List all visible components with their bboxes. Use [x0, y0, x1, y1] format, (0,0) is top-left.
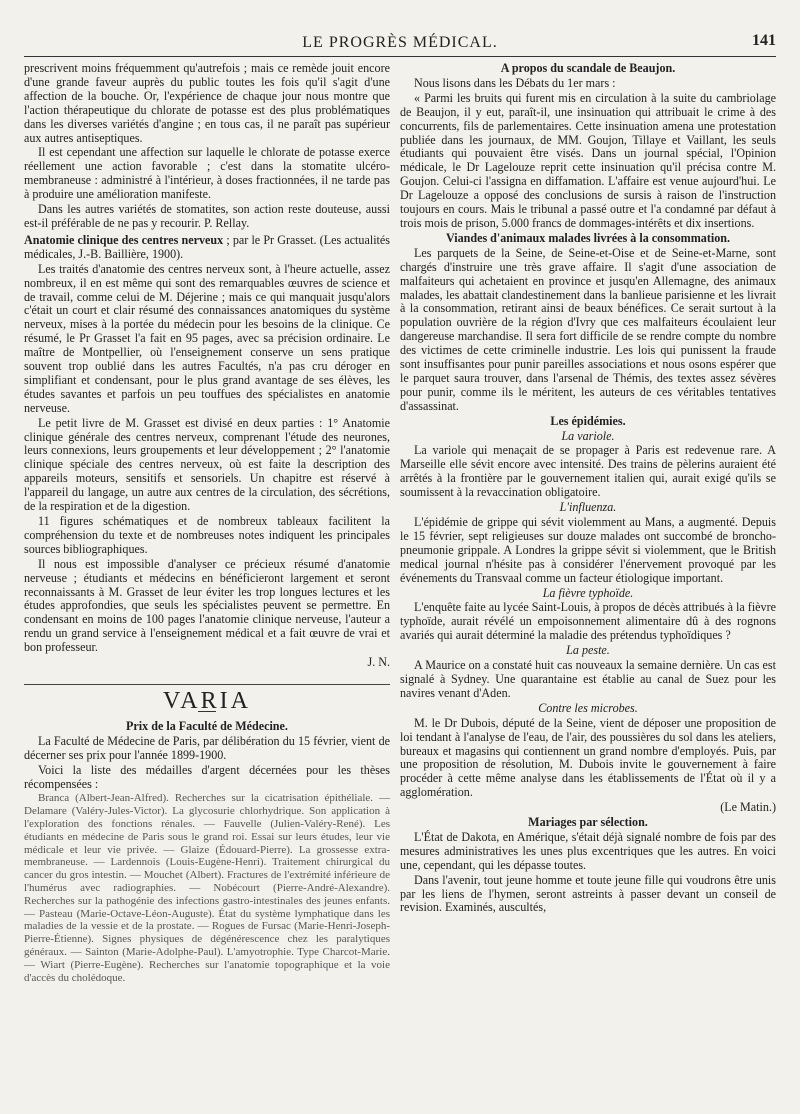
- subsection-heading: La fièvre typhoïde.: [542, 585, 634, 600]
- journal-title: LE PROGRÈS MÉDICAL.: [302, 34, 498, 51]
- paragraph-text: Dans les autres variétés de stomatites, son action reste douteuse, aussi est-il préférable de ne pas y recourir.: [24, 202, 390, 230]
- review-title: Anatomie clinique des centres nerveux: [24, 232, 224, 247]
- review-heading: [24, 234, 390, 262]
- paragraph: M. le Dr Dubois, député de la Seine, vient de déposer une proposition de loi tendant à l'analyse de l'eau, de l'air, des poussières du sol dans les ateliers, bureaux et magasins qui contiennent un grand nombre d'employés. Puis, par une proposition de résolution, M. Dubois invite le gouvernement à faire procéder à cette même analyse dans les établissements de l'État où il y a agglomération.: [400, 715, 776, 800]
- paragraph: A Maurice on a constaté huit cas nouveaux la semaine dernière. Un cas est signalé à Sydney. Une quarantaine est établie au canal de Suez pour les navires venant d'Aden.: [400, 658, 776, 700]
- paragraph: La variole qui menaçait de se propager à Paris est redevenue rare. A Marseille elle sévit encore avec intensité. Des trains de pèlerins auraient été arrêtés à la frontière par le gouvernement italien qui, aurait exigé qu'ils se soumissent à la revaccination obligatoire.: [400, 443, 776, 500]
- paragraph: Les parquets de la Seine, de Seine-et-Oise et de Seine-et-Marne, sont chargés d'instruire une très grave affaire. Il s'agit d'une association de malfaiteurs qui achetaient en province et jusqu'en Allemagne, des animaux malades, les abattait clandestinement dans la banlieue parisienne et les livrait à la consommation, retirant ainsi de beaux bénéfices. Ce serait surtout à la population ouvrière de la région d'Ivry que ces malfaiteurs écoulaient leur dangereuse marchandise. Il sera fort difficile de se rendre compte du nombre des victimes de cette criminelle industrie. Les lois qui punissent la fraude sont insuffisantes pour punir pareilles associations et nous osons espérer que le parquet saura trouver, dans l'arsenal de Thémis, des textes assez sévères pour punir, comme ils le méritent, les auteurs de ces véritables tentatives d'assassinat.: [400, 245, 776, 413]
- subsection-heading: Contre les microbes.: [538, 700, 638, 715]
- paragraph: L'enquête faite au lycée Saint-Louis, à propos de décès attribués à la fièvre typhoïde, aurait révélé un empoisonnement alimentaire dû à des rognons avariés qui aurait déterminé la maladie des prétendus typhoïdiques ?: [400, 600, 776, 643]
- section-heading: Mariages par sélection.: [528, 815, 648, 830]
- paragraph: « Parmi les bruits qui furent mis en circulation à la suite du cambriolage de Beaujon, il y eut, paraît-il, une insinuation qui attribuait le crime à des concurrents, fils de parlementaires. Cette insinuation amena une protestation publiée dans les journaux, de MM. Goujon, Tillaye et Vaillant, les seuls étudiants qui pouvaient être visés. Dans un journal spécial, l'Opinion médicale, le Dr Lagelouze reprit cette insinuation qu'il précisa contre M. Goujon. Celui-ci l'assigna en diffamation. L'affaire est venue aujourd'hui. Le Dr Lagelouze a opposé des conclusions de sursis à raison de l'instruction toujours en cours. Mais le tribunal a passé outre et l'a condamné par défaut à trois mois de prison, 5.000 francs de dommages-intérêts et dix insertions.: [400, 90, 776, 230]
- section-title-varia: VARIA: [24, 684, 390, 709]
- right-column: [400, 62, 776, 916]
- subsection-heading: L'influenza.: [559, 500, 617, 515]
- page-header: [24, 30, 776, 57]
- paragraph: prescrivent moins fréquemment qu'autrefois ; mais ce remède jouit encore d'une grande faveur auprès du public toutes les fois qu'il s'agit d'une affection de la bouche. Or, l'expérience de chaque jour nous montre que l'action thérapeutique du chlorate de potasse est des plus problématiques dans les diverses variétés d'angine ; en tous cas, il ne paraît pas supérieur aux autres antiseptiques.: [24, 61, 390, 145]
- section-heading: A propos du scandale de Beaujon.: [500, 61, 676, 75]
- page-number: 141: [752, 32, 776, 49]
- paragraph: Dans l'avenir, tout jeune homme et toute jeune fille qui voudrons être unis par les liens de l'hymen, seront astreints à passer devant un conseil de revision. Examinés, auscultés,: [400, 872, 776, 915]
- paragraph: 11 figures schématiques et de nombreux tableaux facilitent la compréhension du texte et de nombreuses notes indiquent les principales sources bibliographiques.: [24, 514, 390, 556]
- paragraph: [24, 203, 390, 231]
- source-note: (Le Matin.): [720, 800, 776, 815]
- subsection-heading: La variole.: [561, 428, 615, 443]
- section-heading: Viandes d'animaux malades livrées à la consommation.: [445, 230, 731, 245]
- paragraph: Le petit livre de M. Grasset est divisé en deux parties : 1° Anatomie clinique générale des centres nerveux, comprenant l'étude des neurones, leurs connexions, leurs groupements et leur développement ; 2° l'anatomie clinique spéciale des centres nerveux, où est faite la description des appareils moteurs, sensitifs et sensoriels. Un chapitre est réservé à l'appareil du langage, un autre aux centres de la circulation, des sécrétions, de la respiration et de la digestion.: [24, 415, 390, 514]
- review-meta: ; par le Pr Grasset. (Les actualités médicales, J.-B. Baillière, 1900).: [24, 232, 390, 261]
- paragraph: Il est cependant une affection sur laquelle le chlorate de potasse exerce réellement une action favorable ; c'est dans la stomatite ulcéro-membraneuse : administré à l'intérieur, à doses fractionnées, il ne tarde pas à produire une amélioration manifeste.: [24, 145, 390, 202]
- paragraph: Nous lisons dans les Débats du 1er mars :: [414, 75, 616, 90]
- left-column: [24, 62, 390, 985]
- paragraph: L'épidémie de grippe qui sévit violemment au Mans, a augmenté. Depuis le 15 février, sept religieuses sur douze malades ont succombé de broncho-pneumonie grippale. A Londres la grippe sévit si violemment, que le British medical journal n'hésite pas à considérer l'énervement provoqué par les événements du Transvaal comme un facteur étiologique important.: [400, 515, 776, 585]
- section-heading: Prix de la Faculté de Médecine.: [126, 718, 288, 733]
- signature: P. Rellay.: [204, 215, 250, 230]
- signature: J. N.: [367, 655, 390, 670]
- paragraph: Les traités d'anatomie des centres nerveux sont, à l'heure actuelle, assez nombreux, il en est même qui sont des remarquables œuvres de science et de travail, comme celui de M. Déjerine ; mais ce qui manquait jusqu'alors c'était un court et clair résumé des connaissances anatomiques du système nerveux, mises à la portée du médecin pour les besoins de la clinique. Ce résumé, le Pr Grasset l'a fait en 95 pages, avec sa précision ordinaire. Le maître de Montpellier, où l'enseignement conserve un sens pratique souvent trop oublié dans les autres Facultés, n'a pas cru déroger en simplifiant et condensant, pour le plus grand avantage de ses élèves, les études savantes et parfois un peu touffues des spécialistes en anatomie nerveuse.: [24, 261, 390, 415]
- paragraph: Voici la liste des médailles d'argent décernées pour les thèses récompensées :: [24, 762, 390, 791]
- subsection-heading: La peste.: [566, 643, 610, 658]
- paragraph: Il nous est impossible d'analyser ce précieux résumé d'anatomie nerveuse ; étudiants et médecins en bénéficieront largement et seront reconnaissants à M. Grasset de leur éviter les trop longues lectures et les études approfondies, que seuls les spécialistes peuvent se permettre. En condensant en moins de 100 pages l'anatomie clinique nerveuse, l'auteur a rendu un grand service à l'enseignement médical et a fait œuvre de vrai et bon professeur.: [24, 556, 390, 655]
- paragraph: L'État de Dakota, en Amérique, s'était déjà signalé nombre de fois par des mesures administratives les unes plus excentriques que les autres. En voici une, cependant, qui les dépasse toutes.: [400, 829, 776, 872]
- paragraph: La Faculté de Médecine de Paris, par délibération du 15 février, vient de décerner ses prix pour l'année 1899-1900.: [24, 733, 390, 762]
- thesis-list: Branca (Albert-Jean-Alfred). Recherches sur la cicatrisation épithéliale. — Delamare (Valéry-Jules-Victor). La glycosurie chlorhydrique. Son application à l'exploration des fonctions rénales. — Fauvelle (Julien-Valéry-René). Les étudiants en médecine de Paris sous le grand roi. Essai sur leurs études, leur vie médicale et leur vie privée. — Glaize (Édouard-Pierre). La grossesse extra-membraneuse. — Lardennois (Louis-Eugène-Henri). Traitement chirurgical du cancer du gros intestin. — Mouchet (Albert). Fractures de l'extrémité inférieure de l'humérus avec radiographies. — Nobécourt (Pierre-André-Alexandre). Recherches sur la pathogénie des infections gastro-intestinales des jeunes enfants. — Pasteau (Marie-Octave-Léon-Auguste). État du système lymphatique dans les maladies de la vessie et de la prostate. — Rogues de Fursac (Marie-Henri-Joseph-Pierre-Étienne). Signes physiques de dégénérescence chez les paralytiques généraux. — Sainton (Marie-Adolphe-Paul). L'amyotrophie. Type Charcot-Marie. — Wiart (Pierre-Eugène). Recherches sur l'anatomie topographique et la voie d'accès du cholédoque.: [24, 792, 390, 984]
- section-heading: Les épidémies.: [550, 413, 626, 428]
